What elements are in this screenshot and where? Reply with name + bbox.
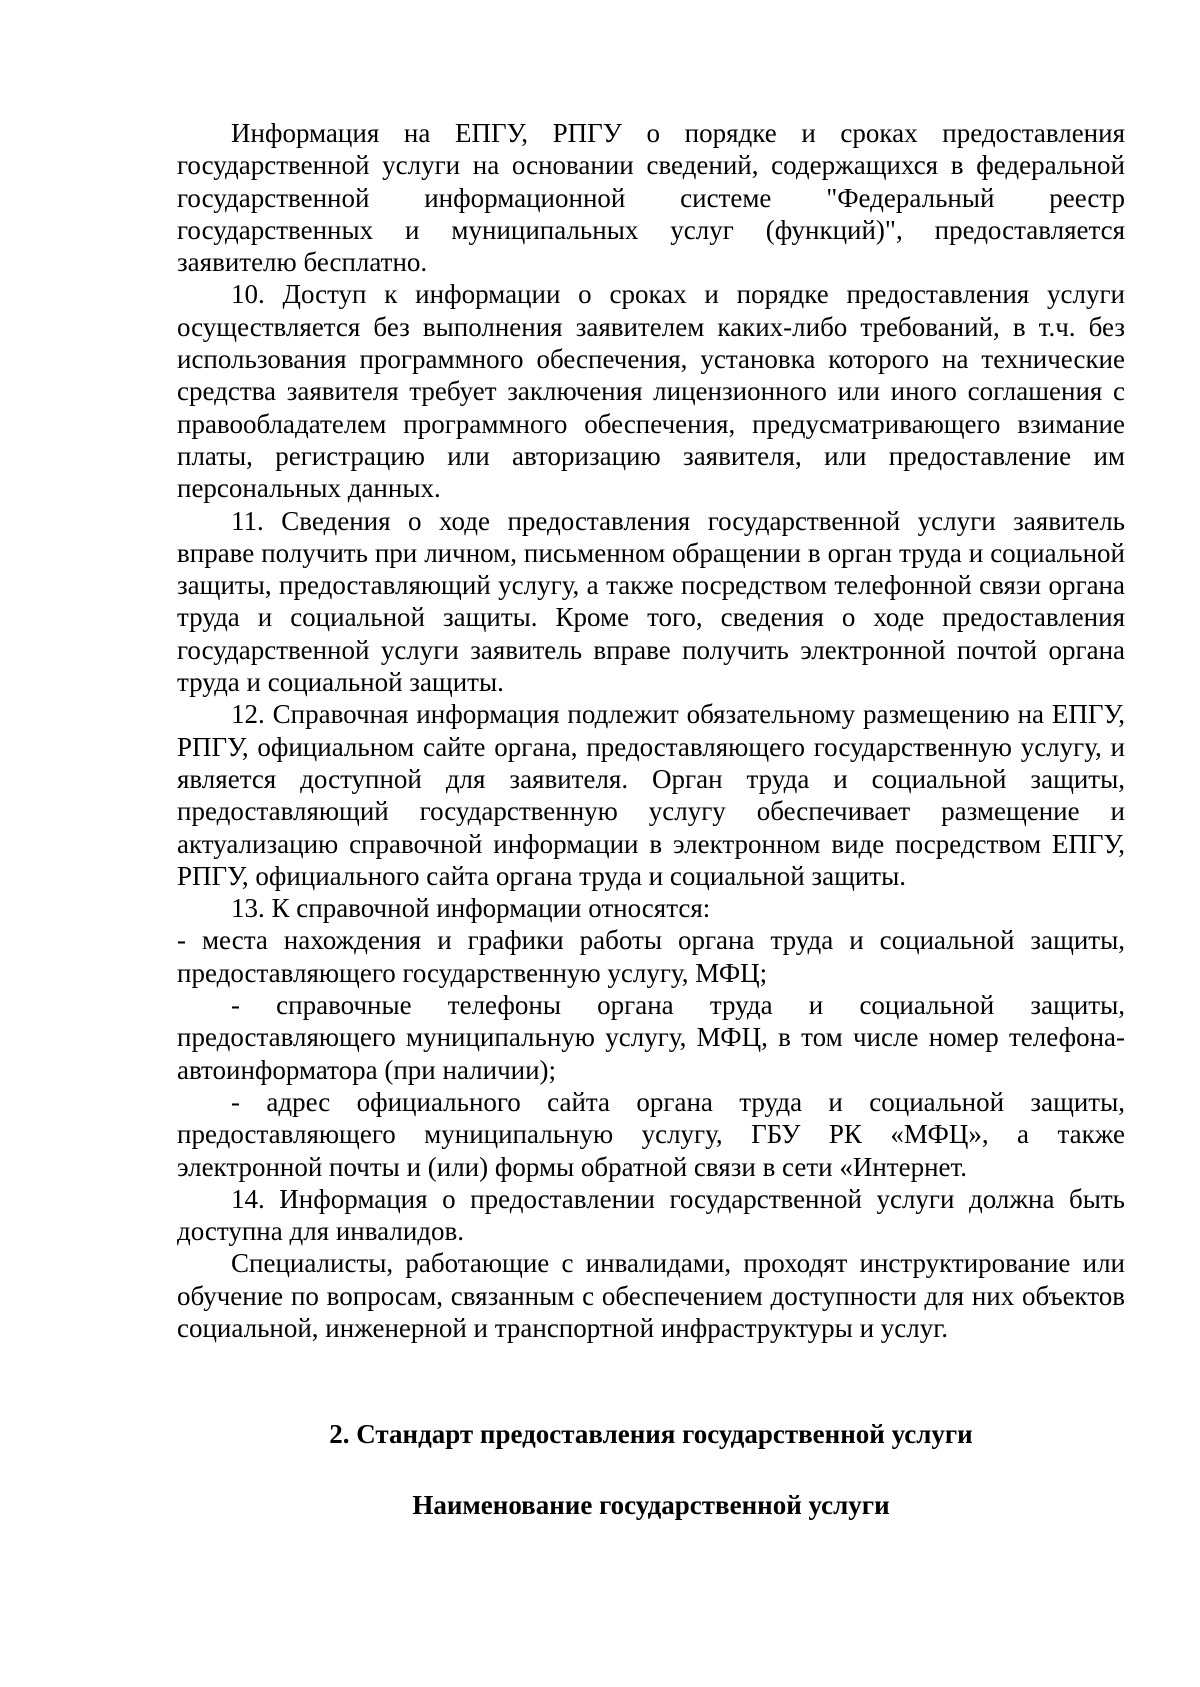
paragraph-epgu-info: Информация на ЕПГУ, РПГУ о порядке и сроках предоставления государственной услуги на основании сведений, содержащихся в федеральной государственной информационной системе "Федеральный реестр государственных и муниципальных услуг (функций)", предоставляется заявителю бесплатно.	[177, 118, 1125, 278]
paragraph-14: 14. Информация о предоставлении государственной услуги должна быть доступна для инвалидов.	[177, 1183, 1125, 1247]
document-body	[177, 117, 1125, 1521]
section-title: 2. Стандарт предоставления государственной услуги	[329, 1419, 973, 1450]
paragraph-12: 12. Справочная информация подлежит обязательному размещению на ЕПГУ, РПГУ, официальном сайте органа, предоставляющего государственную услугу, и является доступной для заявителя. Орган труда и социальной защиты, предоставляющий государственную услугу обеспечивает размещение и актуализацию справочной информации в электронном виде посредством ЕПГУ, РПГУ, официального сайта органа труда и социальной защиты.	[177, 699, 1125, 891]
paragraph-11: 11. Сведения о ходе предоставления государственной услуги заявитель вправе получить при личном, письменном обращении в орган труда и социальной защиты, предоставляющий услугу, а также посредством телефонной связи органа труда и социальной защиты. Кроме того, сведения о ходе предоставления государственной услуги заявитель вправе получить электронной почтой органа труда и социальной защиты.	[177, 505, 1125, 698]
list-item-website: - адрес официального сайта органа труда и социальной защиты, предоставляющего муниципальную услугу, ГБУ РК «МФЦ», а также электронной почты и (или) формы обратной связи в сети «Интернет.	[177, 1086, 1125, 1182]
paragraph-specialists: Специалисты, работающие с инвалидами, проходят инструктирование или обучение по вопросам, связанным с обеспечением доступности для них объектов социальной, инженерной и транспортной инфраструктуры и услуг.	[177, 1248, 1125, 1343]
list-item-locations: - места нахождения и графики работы органа труда и социальной защиты, предоставляющего государственную услугу, МФЦ;	[177, 925, 1125, 988]
subsection-title: Наименование государственной услуги	[412, 1489, 890, 1520]
paragraph-10: 10. Доступ к информации о сроках и порядке предоставления услуги осуществляется без выполнения заявителем каких-либо требований, в т.ч. без использования программного обеспечения, установка которого на технические средства заявителя требует заключения лицензионного или иного соглашения с правообладателем программного обеспечения, предусматривающего взимание платы, регистрацию или авторизацию заявителя, или предоставление им персональных данных.	[177, 279, 1125, 504]
list-item-phones: - справочные телефоны органа труда и социальной защиты, предоставляющего муниципальную услугу, МФЦ, в том числе номер телефона-автоинформатора (при наличии);	[177, 990, 1125, 1085]
paragraph-13: 13. К справочной информации относятся:	[231, 893, 711, 924]
